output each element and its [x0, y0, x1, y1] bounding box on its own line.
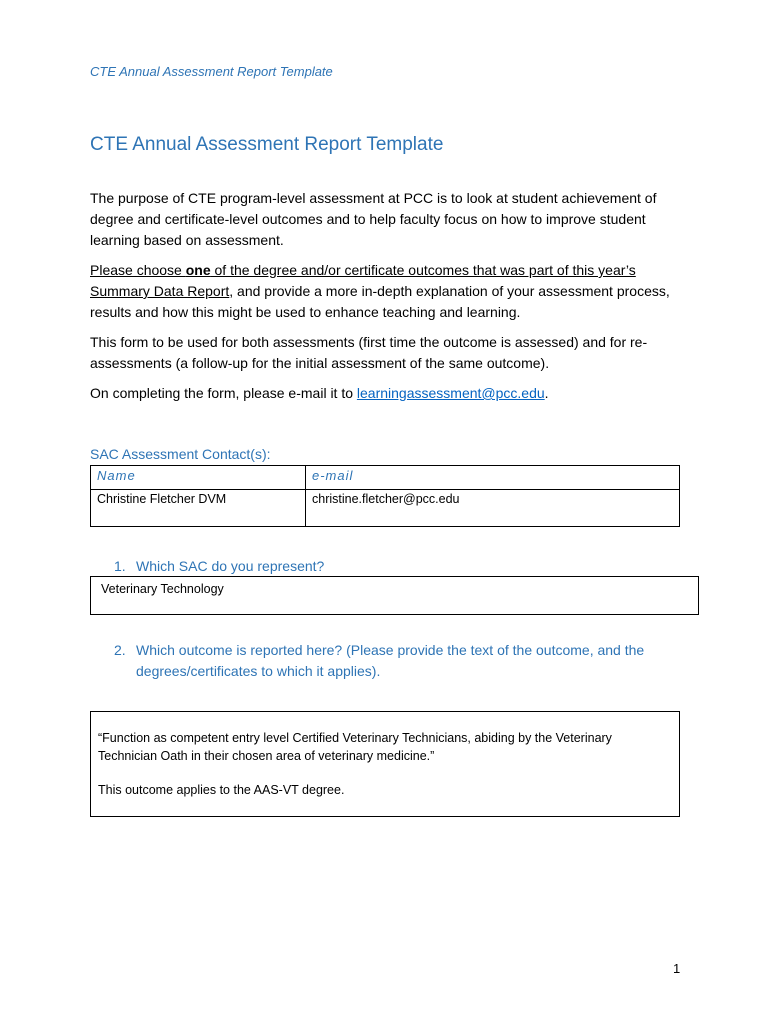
page-number: 1 — [673, 961, 681, 976]
choose-suffix: , and provide a more in-depth explanation of your assessment process, results and how this might be used to enhance teaching and learning. — [90, 283, 670, 320]
table-row — [91, 490, 680, 527]
form-usage-paragraph: This form to be used for both assessments (first time the outcome is assessed) and for re-assessments (a follow-up for the initial assessment of the same outcome). — [90, 334, 648, 371]
question-1-answer-box[interactable] — [90, 576, 699, 615]
question-1-number: 1. — [114, 558, 126, 574]
contact-email-cell: christine.fletcher@pcc.edu — [306, 490, 680, 527]
question-2 — [114, 640, 674, 682]
question-1-answer: Veterinary Technology — [101, 582, 224, 596]
page-title: CTE Annual Assessment Report Template — [90, 134, 444, 155]
contacts-header-row — [91, 466, 680, 490]
running-header: CTE Annual Assessment Report Template — [90, 64, 333, 79]
name-column-header: Name — [91, 466, 306, 490]
assessment-email-link[interactable]: learningassessment@pcc.edu — [356, 385, 545, 401]
email-column-header: e-mail — [306, 466, 680, 490]
question-2-answer-note: This outcome applies to the AAS-VT degree. — [98, 783, 345, 797]
choose-emphasis: one — [185, 262, 211, 278]
choose-underlined-rest: of the degree and/or certificate outcomes that was part of this year’s Summary Data Report — [90, 262, 636, 299]
question-1 — [114, 556, 674, 577]
contacts-section-label: SAC Assessment Contact(s): — [90, 446, 271, 462]
question-2-text: Which outcome is reported here? (Please provide the text of the outcome, and the degrees/certificates to which it applies). — [136, 642, 645, 679]
contacts-table — [90, 465, 680, 527]
question-2-answer-quote: “Function as competent entry level Certified Veterinary Technicians, abiding by the Veterinary Technician Oath in their chosen area of veterinary medicine.” — [98, 731, 612, 763]
email-instruction-paragraph — [90, 383, 680, 404]
contact-name-cell: Christine Fletcher DVM — [91, 490, 306, 527]
question-1-text: Which SAC do you represent? — [136, 558, 325, 574]
choose-outcome-paragraph — [90, 260, 680, 323]
email-suffix: . — [544, 385, 549, 401]
choose-prefix: Please choose — [90, 262, 186, 278]
question-2-number: 2. — [114, 642, 126, 658]
email-prefix: On completing the form, please e-mail it to — [90, 385, 357, 401]
purpose-paragraph: The purpose of CTE program-level assessment at PCC is to look at student achievement of degree and certificate-level outcomes and to help faculty focus on how to improve student learning based on assessment. — [90, 190, 657, 248]
question-2-answer-box[interactable] — [90, 711, 680, 817]
